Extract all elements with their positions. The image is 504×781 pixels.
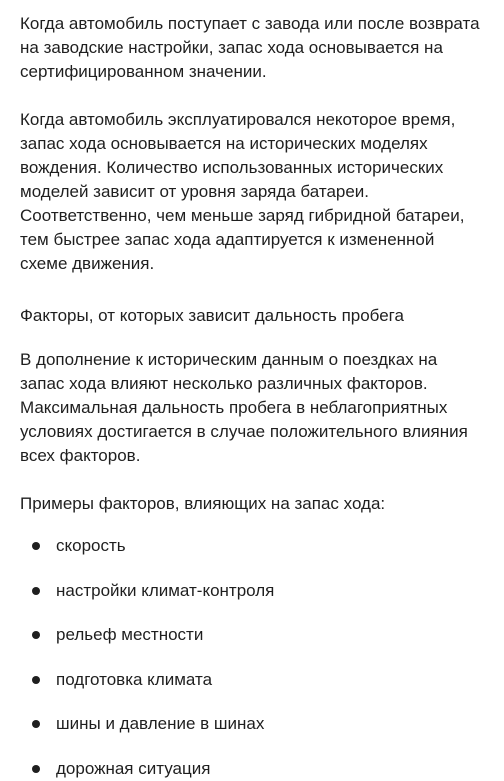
list-item [20, 534, 484, 558]
list-item [20, 579, 484, 603]
section-heading: Факторы, от которых зависит дальность пробега [20, 306, 404, 325]
bullet-icon [32, 765, 40, 773]
list-item-label: подготовка климата [56, 669, 213, 689]
list-item [20, 623, 484, 647]
history-paragraph: Когда автомобиль эксплуатировался некоторое время, запас хода основывается на исторических моделях вождения. Количество использованных исторических моделей зависит от уровня заряда батареи. Соответственно, чем меньше заряд гибридной батареи, тем быстрее запас хода адаптируется к измененной схеме движения. [20, 110, 465, 273]
bullet-icon [32, 676, 40, 684]
list-item-label: шины и давление в шинах [56, 714, 265, 733]
bullet-icon [32, 587, 40, 595]
list-item-label: рельеф местности [56, 625, 204, 644]
examples-intro: Примеры факторов, влияющих на запас хода: [20, 494, 386, 513]
list-item [20, 668, 484, 692]
list-item [20, 757, 484, 781]
factors-paragraph: В дополнение к историческим данным о поездках на запас хода влияют несколько различных факторов. Максимальная дальность пробега в неблагоприятных условиях достигается в случае положительного влияния всех факторов. [20, 350, 468, 465]
bullet-icon [32, 631, 40, 639]
bullet-icon [32, 542, 40, 550]
list-item [20, 712, 484, 736]
intro-paragraph: Когда автомобиль поступает с завода или после возврата на заводские настройки, запас хода основывается на сертифицированном значении. [20, 14, 480, 81]
list-item-label: настройки климат-контроля [56, 580, 275, 600]
bullet-icon [32, 720, 40, 728]
factors-list [20, 534, 484, 781]
list-item-label: дорожная ситуация [56, 758, 211, 778]
list-item-label: скорость [56, 536, 126, 555]
